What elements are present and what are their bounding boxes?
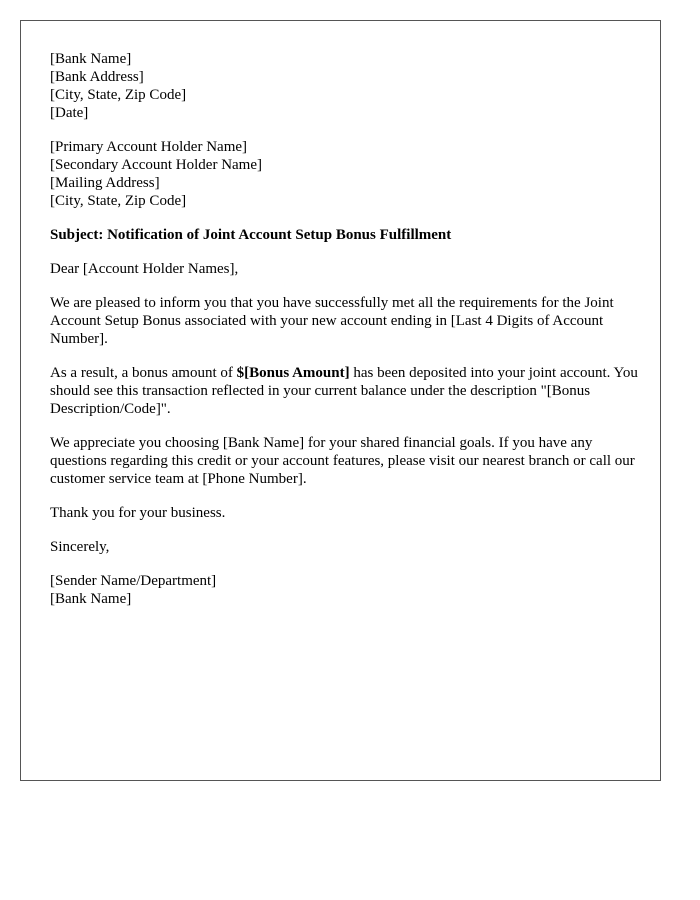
bank-name: [Bank Name] — [50, 51, 132, 67]
recipient-address-block — [50, 138, 640, 210]
primary-holder-name: [Primary Account Holder Name] — [50, 139, 248, 155]
recipient-city-state-zip: [City, State, Zip Code] — [50, 193, 187, 209]
signature-bank-name: [Bank Name] — [50, 591, 132, 607]
secondary-holder-name: [Secondary Account Holder Name] — [50, 157, 263, 173]
letter-content — [50, 50, 640, 624]
thanks-line: Thank you for your business. — [50, 505, 226, 521]
mailing-address: [Mailing Address] — [50, 175, 160, 191]
paragraph-appreciation: We appreciate you choosing [Bank Name] for your shared financial goals. If you have any questions regarding this credit or your account features, please visit our nearest branch or call our customer service team at [Phone Number]. — [50, 435, 635, 487]
bank-address: [Bank Address] — [50, 69, 144, 85]
sender-name-department: [Sender Name/Department] — [50, 573, 217, 589]
subject-text: Subject: Notification of Joint Account Setup Bonus Fulfillment — [50, 227, 452, 243]
letter-date: [Date] — [50, 105, 89, 121]
paragraph-requirements-met: We are pleased to inform you that you have successfully met all the requirements for the Joint Account Setup Bonus associated with your new account ending in [Last 4 Digits of Account Number]. — [50, 295, 614, 347]
signature-block — [50, 572, 640, 608]
subject-line — [50, 226, 640, 244]
paragraph2-after: has been deposited into your joint account. You should see this transaction reflected in your current balance under the description "[Bonus Description/Code]". — [50, 365, 638, 417]
paragraph-bonus-deposited — [50, 364, 640, 418]
sender-address-block — [50, 50, 640, 122]
letter-page — [20, 20, 661, 781]
bonus-amount: $[Bonus Amount] — [236, 365, 350, 381]
closing: Sincerely, — [50, 539, 110, 555]
bank-city-state-zip: [City, State, Zip Code] — [50, 87, 187, 103]
salutation: Dear [Account Holder Names], — [50, 261, 239, 277]
paragraph2-before: As a result, a bonus amount of — [50, 365, 237, 381]
